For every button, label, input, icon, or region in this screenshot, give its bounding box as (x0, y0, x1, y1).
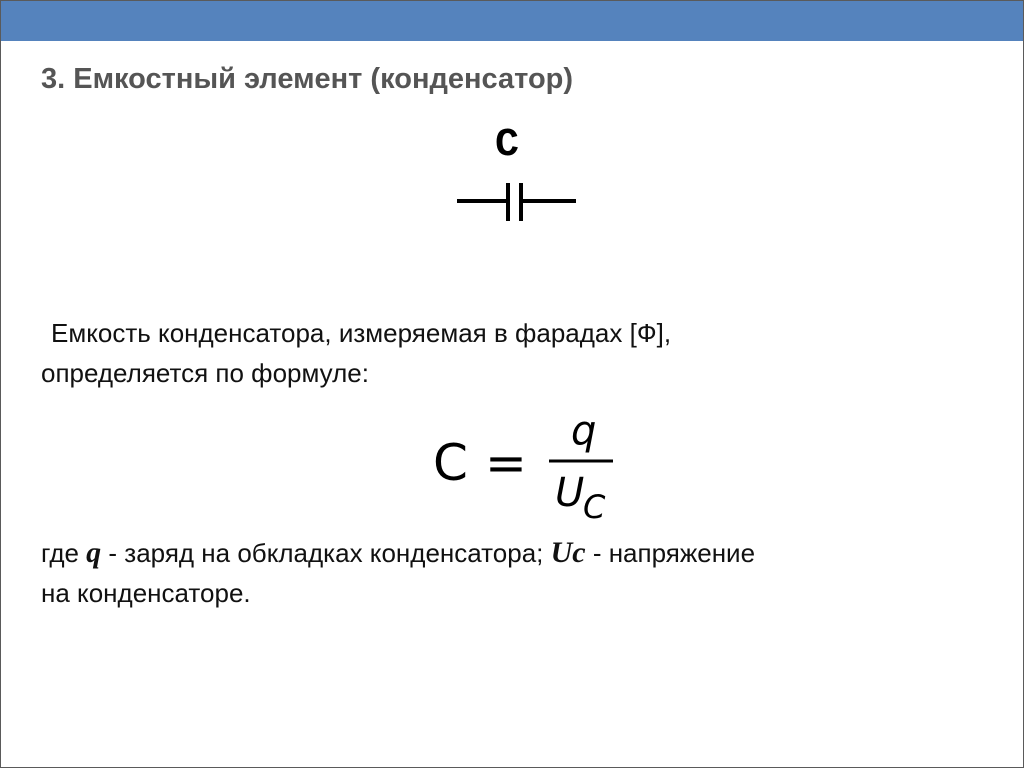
capacitor-symbol-label: C (495, 123, 520, 168)
explanation-text (41, 533, 755, 613)
variable-uc: Uc (550, 536, 586, 569)
top-bar (1, 1, 1023, 41)
formula-denominator-subscript: C (583, 488, 606, 526)
variable-q: q (86, 536, 102, 569)
definition-line-1: Емкость конденсатора, измеряемая в фарадах [Ф], (51, 318, 672, 348)
formula-lhs: C (433, 434, 468, 492)
definition-text (41, 313, 671, 393)
explanation-part-1: где (41, 538, 87, 568)
formula-denominator: U (555, 470, 585, 516)
formula-equals: = (485, 434, 527, 492)
slide-title: 3. Емкостный элемент (конденсатор) (41, 63, 574, 95)
explanation-part-2: - заряд на обкладках конденсатора; (101, 538, 551, 568)
formula-numerator: q (571, 408, 597, 454)
explanation-part-3: - напряжение (585, 538, 756, 568)
capacitance-formula (431, 406, 631, 526)
definition-line-2: определяется по формуле: (41, 358, 369, 388)
explanation-line-2: на конденсаторе. (41, 578, 251, 608)
capacitor-symbol-icon (451, 179, 581, 225)
